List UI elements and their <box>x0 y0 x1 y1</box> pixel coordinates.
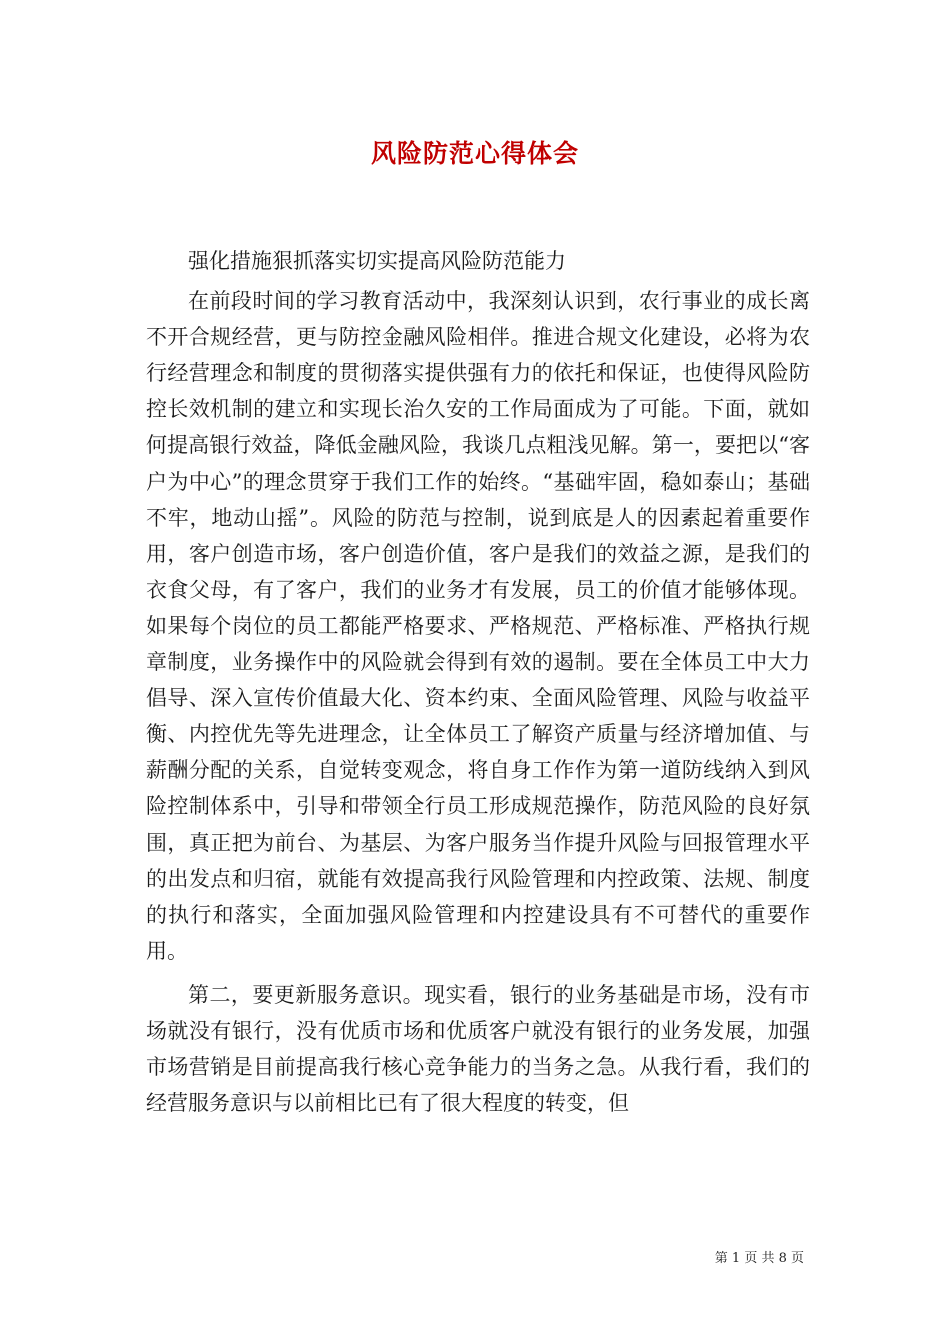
document-body <box>146 243 810 1121</box>
document-subtitle: 强化措施狠抓落实切实提高风险防范能力 <box>188 249 566 273</box>
body-paragraph: 在前段时间的学习教育活动中，我深刻认识到，农行事业的成长离不开合规经营，更与防控金融风险相伴。推进合规文化建设，必将为农行经营理念和制度的贯彻落实提供强有力的依托和保证，也使得风险防控长效机制的建立和实现长治久安的工作局面成为了可能。下面，就如何提高银行效益，降低金融风险，我谈几点粗浅见解。第一，要把以“客户为中心”的理念贯穿于我们工作的始终。“基础牢固，稳如泰山；基础不牢，地动山摇”。风险的防范与控制，说到底是人的因素起着重要作用，客户创造市场，客户创造价值，客户是我们的效益之源，是我们的衣食父母，有了客户，我们的业务才有发展，员工的价值才能够体现。如果每个岗位的员工都能严格要求、严格规范、严格标准、严格执行规章制度，业务操作中的风险就会得到有效的遏制。要在全体员工中大力倡导、深入宣传价值最大化、资本约束、全面风险管理、风险与收益平衡、内控优先等先进理念，让全体员工了解资产质量与经济增加值、与薪酬分配的关系，自觉转变观念，将自身工作作为第一道防线纳入到风险控制体系中，引导和带领全行员工形成规范操作，防范风险的良好氛围，真正把为前台、为基层、为客户服务当作提升风险与回报管理水平的出发点和归宿，就能有效提高我行风险管理和内控政策、法规、制度的执行和落实，全面加强风险管理和内控建设具有不可替代的重要作用。 <box>146 289 810 963</box>
document-title: 风险防范心得体会 <box>370 139 579 168</box>
body-paragraph: 第二，要更新服务意识。现实看，银行的业务基础是市场，没有市场就没有银行，没有优质市场和优质客户就没有银行的业务发展，加强市场营销是目前提高我行核心竞争能力的当务之急。从我行看，我们的经营服务意识与以前相比已有了很大程度的转变，但 <box>146 982 810 1116</box>
page-number: 第 1 页 共 8 页 <box>714 1251 804 1266</box>
